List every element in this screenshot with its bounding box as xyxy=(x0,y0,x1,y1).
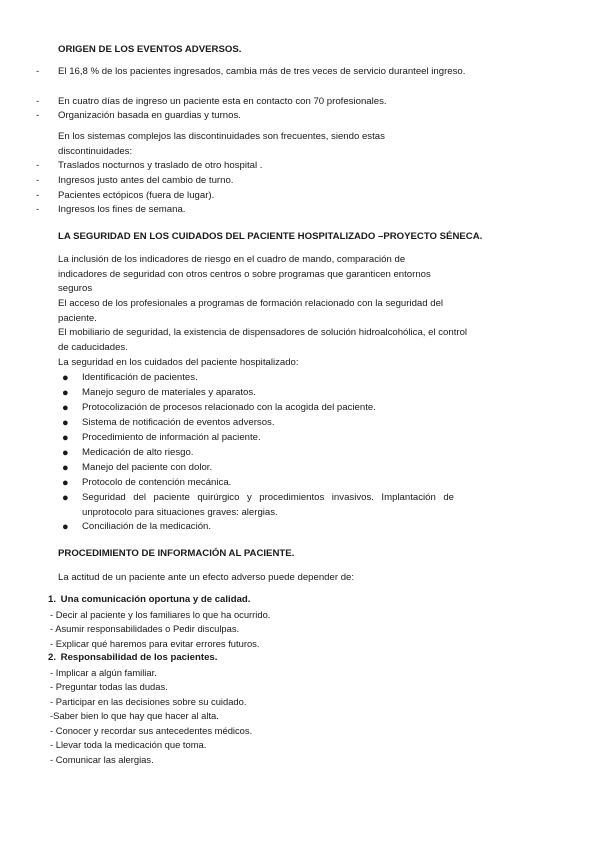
paragraph: La seguridad en los cuidados del paciente hospitalizado: xyxy=(58,357,299,368)
numbered-heading xyxy=(48,651,217,666)
list-item: - Participar en las decisiones sobre su cuidado. xyxy=(50,696,247,707)
paragraph: El acceso de los profesionales a programas de formación relacionado con la seguridad del paciente. xyxy=(58,298,444,324)
list-item: - Preguntar todas las dudas. xyxy=(50,681,168,692)
numbered-heading xyxy=(48,593,250,608)
list-item: - Llevar toda la medicación que toma. xyxy=(50,739,207,750)
list-item: - Conocer y recordar sus antecedentes médicos. xyxy=(50,725,253,736)
bullet-marker: ● xyxy=(62,432,69,444)
item-number: 2. xyxy=(48,652,57,663)
list-item-text: Ingresos los fines de semana. xyxy=(58,204,186,215)
dash-marker: - xyxy=(36,160,40,171)
bullet-text: Medicación de alto riesgo. xyxy=(82,447,194,458)
paragraph: En los sistemas complejos las discontinuidades son frecuentes, siendo estas discontinuidades: xyxy=(58,131,385,157)
paragraph: El mobiliario de seguridad, la existencia de dispensadores de solución hidroalcohólica, el control de caducidades. xyxy=(58,327,468,353)
dash-marker: - xyxy=(36,204,40,215)
bullet-marker: ● xyxy=(62,387,69,399)
list-item: - Explicar qué haremos para evitar errores futuros. xyxy=(50,638,260,649)
paragraph: La inclusión de los indicadores de riesgo en el cuadro de mando, comparación de indicadores de seguridad con otros centros o sobre programas que garanticen entornos seguros xyxy=(58,254,431,294)
dash-marker: - xyxy=(36,175,40,186)
paragraph: La actitud de un paciente ante un efecto adverso puede depender de: xyxy=(58,572,355,583)
list-item: - Asumir responsabilidades o Pedir disculpas. xyxy=(50,623,240,634)
list-item-text: Pacientes ectópicos (fuera de lugar). xyxy=(58,190,215,201)
list-item-text: Organización basada en guardias y turnos. xyxy=(58,110,241,121)
list-item-text: El 16,8 % de los pacientes ingresados, cambia más de tres veces de servicio duranteel ingreso. xyxy=(58,66,466,77)
bullet-text: Conciliación de la medicación. xyxy=(82,521,212,532)
bullet-text: Manejo del paciente con dolor. xyxy=(82,462,213,473)
bullet-text: Manejo seguro de materiales y aparatos. xyxy=(82,387,256,398)
list-item-text: Traslados nocturnos y traslado de otro hospital . xyxy=(58,160,263,171)
section-heading-seguridad: LA SEGURIDAD EN LOS CUIDADOS DEL PACIENTE HOSPITALIZADO –PROYECTO SÉNECA. xyxy=(58,231,483,242)
dash-marker: - xyxy=(36,66,40,77)
list-item-text: Ingresos justo antes del cambio de turno. xyxy=(58,175,234,186)
bullet-text: Seguridad del paciente quirúrgico y procedimientos invasivos. Implantación de unprotocolo para situaciones graves: alergias. xyxy=(82,492,454,518)
list-item-text: En cuatro días de ingreso un paciente esta en contacto con 70 profesionales. xyxy=(58,96,387,107)
bullet-marker: ● xyxy=(62,402,69,414)
bullet-marker: ● xyxy=(62,447,69,459)
bullet-text: Protocolo de contención mecánica. xyxy=(82,477,232,488)
dash-marker: - xyxy=(36,96,40,107)
bullet-marker: ● xyxy=(62,462,69,474)
bullet-text: Protocolización de procesos relacionado con la acogida del paciente. xyxy=(82,402,376,413)
bullet-marker: ● xyxy=(62,372,69,384)
dash-marker: - xyxy=(36,110,40,121)
bullet-text: Identificación de pacientes. xyxy=(82,372,198,383)
list-item: -Saber bien lo que hay que hacer al alta. xyxy=(50,710,219,721)
bullet-text: Sistema de notificación de eventos adversos. xyxy=(82,417,275,428)
section-heading-origen: ORIGEN DE LOS EVENTOS ADVERSOS. xyxy=(58,44,242,55)
numbered-heading-text: Responsabilidad de los pacientes. xyxy=(60,652,218,663)
section-heading-procedimiento: PROCEDIMIENTO DE INFORMACIÓN AL PACIENTE. xyxy=(58,548,295,559)
bullet-marker: ● xyxy=(62,492,69,504)
bullet-text: Procedimiento de información al paciente. xyxy=(82,432,261,443)
bullet-marker: ● xyxy=(62,417,69,429)
numbered-heading-text: Una comunicación oportuna y de calidad. xyxy=(60,594,251,605)
list-item: - Decir al paciente y los familiares lo que ha ocurrido. xyxy=(50,609,271,620)
list-item: - Implicar a algún familiar. xyxy=(50,667,157,678)
bullet-marker: ● xyxy=(62,477,69,489)
dash-marker: - xyxy=(36,190,40,201)
list-item: - Comunicar las alergias. xyxy=(50,754,154,765)
bullet-marker: ● xyxy=(62,521,69,533)
item-number: 1. xyxy=(48,594,57,605)
